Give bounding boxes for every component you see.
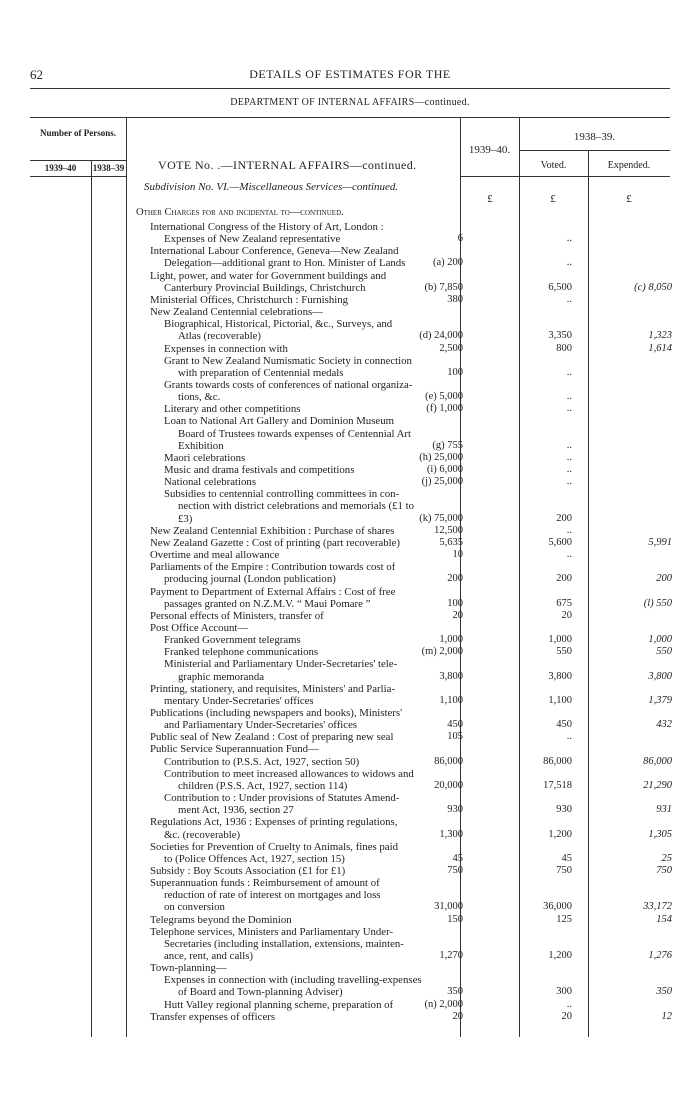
voted-1938-39: 3,800 [548,670,572,682]
voted-1938-39: 45 [561,852,572,864]
line-item-text: Music and drama festivals and competitions [164,464,355,476]
line-item-text: International Labour Conference, Geneva—New Zealand [150,245,399,258]
estimate-1939-40: 1,100 [439,694,463,706]
estimate-1939-40: 750 [447,864,463,876]
voted-1938-39: .. [566,366,572,378]
expended-1938-39: 1,276 [648,950,672,961]
voted-1938-39: .. [566,998,572,1010]
line-item-text: Subsidy : Boy Scouts Association (£1 for £1) [150,864,346,877]
estimate-1939-40: 200 [447,573,463,585]
estimate-1939-40: 100 [447,597,463,609]
estimate-1939-40: (e) 5,000 [425,391,463,403]
voted-1938-39: 20 [561,1010,572,1022]
voted-1938-39: 800 [556,342,572,354]
other-charges-heading: Other Charges for and incidental to—continued. [136,207,344,218]
line-item-text: Biographical, Historical, Pictorial, &c., Surveys, and [164,318,393,331]
line-item-text: Grant to New Zealand Numismatic Society in connection [164,354,412,367]
line-item-text: New Zealand Gazette : Cost of printing (part recoverable) [150,536,401,549]
line-item-text: New Zealand Centennial Exhibition : Purchase of shares [150,524,395,537]
line-item-text: to (Police Offences Act, 1927, section 15) [164,852,345,865]
voted-1938-39: 450 [556,719,572,731]
rule-persons-right [126,117,127,1037]
estimate-1939-40: 31,000 [434,901,463,913]
estimate-1939-40: 1,300 [439,828,463,840]
line-item-text: &c. (recoverable) [164,828,241,841]
voted-1938-39: 300 [556,986,572,998]
voted-1938-39: 200 [556,573,572,585]
voted-1938-39: .. [566,403,572,415]
line-item-text: Publications (including newspapers and books), Ministers' [150,707,403,719]
voted-1938-39: 3,350 [548,330,572,342]
voted-1938-39: 36,000 [543,901,572,913]
voted-1938-39: 86,000 [543,755,572,767]
expended-1938-39: 1,379 [648,694,672,706]
line-item-text: Canterbury Provincial Buildings, Christchurch [164,281,366,294]
voted-1938-39: .. [566,451,572,463]
estimate-1939-40: 105 [447,731,463,743]
rule-top [30,88,670,89]
expended-1938-39: (c) 8,050 [634,281,672,293]
estimate-1939-40: (n) 2,000 [424,998,463,1010]
line-item-text: National celebrations [164,476,257,489]
estimate-1939-40: 45 [452,852,463,864]
line-item-text: on conversion [164,901,225,914]
pound-sign-expended: £ [626,193,632,205]
expended-1938-39: 200 [656,573,672,585]
line-item-text: Franked telephone communications [164,646,319,659]
running-head: DETAILS OF ESTIMATES FOR THE [249,67,451,81]
voted-1938-39: 20 [561,609,572,621]
rule-persons-header-bottom [30,160,126,161]
line-item-text: Societies for Prevention of Cruelty to Animals, fines paid [150,840,398,853]
line-item-text: ance, rent, and calls) [164,950,254,962]
rule-persons-years-bottom [30,176,126,177]
estimate-1939-40: (m) 2,000 [421,646,463,658]
estimate-1939-40: (f) 1,000 [426,403,463,415]
estimate-1939-40: 20,000 [434,779,463,791]
expended-1938-39: 154 [656,913,672,925]
voted-1938-39: 125 [556,913,572,925]
expended-1938-39: 33,172 [643,901,672,913]
line-item-text: nection with district celebrations and memorials (£1 to [178,500,414,513]
line-item-text: Personal effects of Ministers, transfer of [150,609,324,622]
line-item-text: Payment to Department of External Affairs : Cost of free [150,585,396,598]
expended-1938-39: 12 [661,1010,672,1022]
pound-sign-current: £ [487,193,493,205]
persons-header: Number of Persons. [39,128,117,138]
voted-1938-39: .. [566,549,572,561]
expended-1938-39: 1,000 [648,634,672,646]
line-item-text: passages granted on N.Z.M.V. “ Maui Pomare ” [164,597,371,610]
voted-1938-39: 1,200 [548,828,572,840]
voted-1938-39: 675 [556,597,572,609]
line-item-text: Expenses in connection with (including travelling-expenses [164,974,422,987]
line-item-text: Exhibition [178,439,224,452]
estimate-1939-40: 1,000 [439,634,463,646]
pound-sign-voted: £ [550,193,556,205]
expended-1938-39: 1,305 [648,828,672,840]
voted-1938-39: 750 [556,864,572,876]
expended-1938-39: 86,000 [643,755,672,767]
line-item-text: Subsidies to centennial controlling committees in con- [164,488,400,501]
persons-col-current: 1939–40 [44,163,77,173]
estimate-1939-40: 6 [457,233,463,245]
line-item-text: Overtime and meal allowance [150,549,280,562]
rule-current-right [519,117,520,1037]
estimate-1939-40: 930 [447,804,463,816]
line-item-text: Maori celebrations [164,451,246,464]
line-item-text: with preparation of Centennial medals [178,366,344,379]
voted-1938-39: 1,000 [548,634,572,646]
line-item-text: Expenses in connection with [164,342,288,355]
voted-1938-39: .. [566,391,572,403]
voted-1938-39: .. [566,476,572,488]
voted-1938-39: 17,518 [543,779,572,791]
line-item-text: mentary Under-Secretaries' offices [164,694,314,707]
expended-1938-39: 432 [656,719,672,731]
estimate-1939-40: 450 [447,719,463,731]
estimate-1939-40: 380 [447,293,463,305]
line-item-text: Loan to National Art Gallery and Dominion Museum [164,415,394,428]
line-item-text: Secretaries (including installation, extensions, mainten- [164,937,404,950]
estimate-1939-40: (d) 24,000 [419,330,463,342]
estimate-1939-40: 20 [452,609,463,621]
persons-col-prior: 1938–39 [92,163,125,173]
line-item-text: Contribution to meet increased allowances to widows and [164,767,414,780]
line-item-text: Board of Trustees towards expenses of Centennial Art [178,427,411,440]
year-prior-header: 1938–39. [573,131,616,143]
line-item-text: Printing, stationery, and requisites, Ministers' and Parlia- [150,682,396,695]
voted-1938-39: .. [566,524,572,536]
estimate-1939-40: 10 [452,549,463,561]
line-item-text: and Parliamentary Under-Secretaries' offices [164,719,358,732]
voted-1938-39: .. [566,257,572,269]
line-item-text: Delegation—additional grant to Hon. Minister of Lands [164,257,406,270]
expended-1938-39: 1,323 [648,330,672,342]
line-item-text: Hutt Valley regional planning scheme, preparation of [164,998,394,1011]
line-item-text: children (P.S.S. Act, 1927, section 114) [178,779,348,792]
rule-persons-mid [91,160,92,1037]
estimate-1939-40: 12,500 [434,524,463,536]
expended-1938-39: 550 [656,646,672,658]
line-item-text: Superannuation funds : Reimbursement of amount of [150,877,380,890]
expended-1938-39: 931 [656,804,672,816]
estimate-1939-40: 100 [447,366,463,378]
voted-1938-39: .. [566,233,572,245]
line-item-text: Expenses of New Zealand representative [164,233,341,246]
voted-1938-39: 550 [556,646,572,658]
line-item-text: Ministerial and Parliamentary Under-Secretaries' tele- [164,658,398,671]
line-item-text: of Board and Town-planning Adviser) [178,986,343,999]
expended-1938-39: 350 [656,986,672,998]
estimate-1939-40: (i) 6,000 [426,464,463,475]
estimate-1939-40: (j) 25,000 [421,476,463,488]
line-item-text: New Zealand Centennial celebrations— [150,306,323,319]
expended-1938-39: 3,800 [648,670,672,682]
voted-1938-39: .. [566,293,572,305]
line-item-text: Post Office Account— [150,621,249,634]
rule-prior-under [519,150,670,151]
expended-1938-39: 5,991 [648,536,672,548]
line-item-text: Public Service Superannuation Fund— [150,743,319,756]
estimate-1939-40: (a) 200 [432,257,463,269]
estimate-1939-40: 3,800 [439,670,463,682]
line-item-text: Grants towards costs of conferences of national organiza- [164,378,413,391]
voted-1938-39: .. [566,731,572,743]
estimate-1939-40: (b) 7,850 [424,281,463,293]
expended-1938-39: 21,290 [643,779,672,791]
subdivision-title: Subdivision No. VI.—Miscellaneous Services—continued. [144,181,399,193]
line-item-text: £3) [178,512,193,525]
estimate-1939-40: (g) 755 [432,439,463,451]
line-item-text: Atlas (recoverable) [178,330,262,343]
estimate-1939-40: 350 [447,986,463,998]
department-heading: DEPARTMENT OF INTERNAL AFFAIRS—continued. [230,97,470,108]
rule-voted-right [588,150,589,1037]
year-current-header: 1939–40. [468,144,511,156]
expended-1938-39: (l) 550 [643,597,672,609]
line-item-text: Parliaments of the Empire : Contribution towards cost of [150,561,396,574]
line-item-text: graphic memoranda [178,670,265,683]
voted-1938-39: 6,500 [548,281,572,293]
line-item-text: tions, &c. [178,391,221,404]
voted-1938-39: 1,100 [548,694,572,706]
expended-1938-39: 25 [661,852,672,864]
estimate-1939-40: 5,635 [439,536,463,548]
line-item-text: Contribution to : Under provisions of Statutes Amend- [164,792,400,805]
expended-1938-39: 750 [656,864,672,876]
line-item-text: Town-planning— [150,962,227,975]
voted-1938-39: 930 [556,804,572,816]
line-item-text: Literary and other competitions [164,403,301,416]
line-item-text: Franked Government telegrams [164,634,301,647]
estimate-1939-40: 2,500 [439,342,463,354]
voted-1938-39: 5,600 [548,536,572,548]
rule-header-bottom-right [460,176,670,177]
line-item-text: producing journal (London publication) [164,573,336,586]
expended-header: Expended. [607,160,651,171]
estimate-1939-40: 20 [452,1010,463,1022]
voted-1938-39: .. [566,464,572,475]
voted-1938-39: 1,200 [548,950,572,961]
line-item-text: Telephone services, Ministers and Parliamentary Under- [150,925,394,938]
voted-1938-39: .. [566,439,572,451]
line-item-text: Public seal of New Zealand : Cost of preparing new seal [150,731,394,744]
line-item-text: ment Act, 1936, section 27 [178,804,294,817]
line-item-text: reduction of rate of interest on mortgages and loss [164,889,381,902]
line-item-text: International Congress of the History of Art, London : [150,221,384,233]
estimate-1939-40: 86,000 [434,755,463,767]
line-item-text: Transfer expenses of officers [150,1010,276,1023]
estimate-1939-40: (k) 75,000 [419,512,463,524]
estimate-1939-40: 1,270 [439,950,463,961]
line-item-text: Light, power, and water for Government buildings and [150,269,387,282]
estimate-1939-40: (h) 25,000 [419,451,463,463]
line-item-text: Regulations Act, 1936 : Expenses of printing regulations, [150,816,398,829]
estimate-1939-40: 150 [447,913,463,925]
line-item-text: Telegrams beyond the Dominion [150,913,292,926]
vote-title: VOTE No. .—INTERNAL AFFAIRS—continued. [158,158,417,172]
line-item-text: Contribution to (P.S.S. Act, 1927, section 50) [164,755,360,768]
page-number: 62 [30,67,43,82]
line-item-text: Ministerial Offices, Christchurch : Furnishing [150,293,349,306]
voted-1938-39: 200 [556,512,572,524]
expended-1938-39: 1,614 [648,342,672,354]
voted-header: Voted. [540,160,567,171]
